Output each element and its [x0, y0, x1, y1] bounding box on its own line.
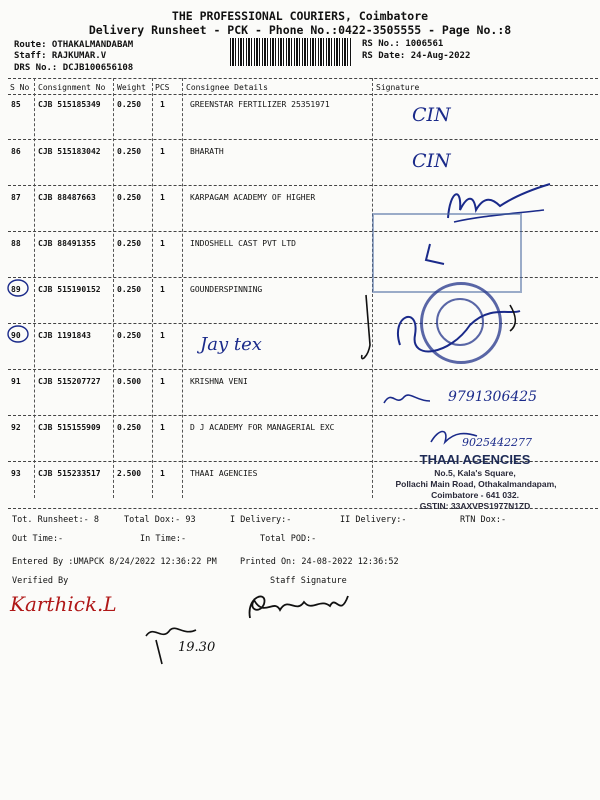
signature-row-92 — [425, 424, 485, 452]
row-consignment-no: CJB 88491355 — [38, 239, 96, 248]
row-weight: 0.250 — [117, 100, 142, 109]
i-delivery: I Delivery:- — [230, 515, 292, 525]
col-header-pcs: PCS — [155, 83, 170, 92]
column-divider — [34, 78, 35, 498]
row-pcs: 1 — [160, 147, 165, 156]
rubber-stamp-rectangle — [372, 213, 522, 293]
verified-by-label: Verified By — [12, 576, 69, 586]
row-pcs: 1 — [160, 100, 165, 109]
row-sno: 86 — [11, 147, 21, 156]
stamp-address-line-3: Coimbatore - 641 032. — [431, 490, 519, 500]
total-runsheet: Tot. Runsheet:- 8 — [12, 515, 99, 525]
title-company: THE PROFESSIONAL COURIERS, Coimbatore — [171, 9, 429, 23]
signature-row-89-90 — [360, 285, 530, 370]
row-rule — [8, 415, 598, 416]
circle-mark-90 — [6, 324, 30, 344]
row-sno: 90 — [11, 331, 21, 340]
col-header-consignee: Consignee Details — [186, 83, 268, 92]
signature-row-85: CIN — [412, 104, 451, 126]
row-sno: 91 — [11, 377, 21, 386]
row-pcs: 1 — [160, 193, 165, 202]
row-weight: 2.500 — [117, 469, 142, 478]
row-weight: 0.250 — [117, 285, 142, 294]
total-dox: Total Dox:- 93 — [124, 515, 196, 525]
drs-number: DRS No.: DCJB100656108 — [14, 63, 134, 73]
entered-by: Entered By :UMAPCK 8/24/2022 12:36:22 PM — [12, 557, 217, 567]
rs-date: RS Date: 24-Aug-2022 — [362, 51, 471, 61]
barcode — [230, 38, 352, 66]
row-consignee: INDOSHELL CAST PVT LTD — [190, 239, 296, 248]
row-rule — [8, 139, 598, 140]
rs-number: RS No.: 1006561 — [362, 39, 444, 49]
col-header-weight: Weight — [117, 83, 146, 92]
column-divider — [113, 78, 114, 498]
handwritten-phone-91: 9791306425 — [448, 389, 538, 405]
title-runsheet: Delivery Runsheet - PCK - Phone No.:0422-3505555 - Page No.:8 — [88, 23, 512, 37]
handwritten-time: 19.30 — [178, 640, 216, 655]
route-label: Route: OTHAKALMANDABAM — [14, 40, 134, 50]
handwritten-consignee-90: Jay tex — [200, 334, 262, 355]
row-pcs: 1 — [160, 239, 165, 248]
row-consignment-no: CJB 515207727 — [38, 377, 101, 386]
staff-signature — [240, 588, 360, 628]
row-pcs: 1 — [160, 377, 165, 386]
row-weight: 0.500 — [117, 377, 142, 386]
ii-delivery: II Delivery:- — [340, 515, 407, 525]
stamp-address-line-1: No.5, Kala's Square, — [434, 468, 516, 478]
row-pcs: 1 — [160, 469, 165, 478]
row-sno: 87 — [11, 193, 21, 202]
row-sno: 89 — [11, 285, 21, 294]
row-consignee: GOUNDERSPINNING — [190, 285, 263, 294]
row-sno: 85 — [11, 100, 21, 109]
column-divider — [182, 78, 183, 498]
row-weight: 0.250 — [117, 147, 142, 156]
out-time: Out Time:- — [12, 534, 64, 544]
printed-on: Printed On: 24-08-2022 12:36:52 — [240, 557, 399, 567]
col-header-consignment: Consignment No — [38, 83, 106, 92]
col-header-sno: S No — [10, 83, 30, 92]
stamp-agency-name: THAAI AGENCIES — [419, 452, 531, 467]
handwritten-phone-92: 9025442277 — [462, 436, 532, 449]
row-pcs: 1 — [160, 423, 165, 432]
column-divider — [152, 78, 153, 498]
row-pcs: 1 — [160, 331, 165, 340]
row-consignee: GREENSTAR FERTILIZER 25351971 — [190, 100, 330, 109]
rtn-dox: RTN Dox:- — [460, 515, 507, 525]
staff-label: Staff: RAJKUMAR.V — [14, 51, 107, 61]
row-sno: 93 — [11, 469, 21, 478]
row-consignment-no: CJB 515155909 — [38, 423, 101, 432]
row-consignee: KARPAGAM ACADEMY OF HIGHER — [190, 193, 316, 202]
row-consignee: BHARATH — [190, 147, 224, 156]
row-consignee: THAAI AGENCIES — [190, 469, 258, 478]
stamp-address-line-2: Pollachi Main Road, Othakalmandapam, — [395, 479, 557, 489]
col-header-signature: Signature — [376, 83, 420, 92]
stamp-gstin: GSTIN: 33AXVPS1977N1ZD — [419, 501, 531, 511]
row-consignment-no: CJB 515190152 — [38, 285, 101, 294]
row-weight: 0.250 — [117, 331, 142, 340]
row-sno: 88 — [11, 239, 21, 248]
table-top-rule — [8, 78, 598, 79]
staff-signature-label: Staff Signature — [270, 576, 347, 586]
table-header-rule — [8, 94, 598, 95]
row-consignment-no: CJB 515185349 — [38, 100, 101, 109]
row-weight: 0.250 — [117, 423, 142, 432]
circle-mark-89 — [6, 278, 30, 298]
row-weight: 0.250 — [117, 193, 142, 202]
initials-row-91 — [380, 387, 440, 411]
row-consignment-no: CJB 515183042 — [38, 147, 101, 156]
total-pod: Total POD:- — [260, 534, 317, 544]
row-consignment-no: CJB 88487663 — [38, 193, 96, 202]
in-time: In Time:- — [140, 534, 187, 544]
row-pcs: 1 — [160, 285, 165, 294]
signature-row-86: CIN — [412, 150, 451, 172]
row-consignee: D J ACADEMY FOR MANAGERIAL EXC — [190, 423, 335, 432]
verified-by-signature: Karthick.L — [10, 592, 117, 616]
row-consignee: KRISHNA VENI — [190, 377, 248, 386]
row-weight: 0.250 — [117, 239, 142, 248]
row-consignment-no: CJB 1191843 — [38, 331, 91, 340]
row-sno: 92 — [11, 423, 21, 432]
row-consignment-no: CJB 515233517 — [38, 469, 101, 478]
